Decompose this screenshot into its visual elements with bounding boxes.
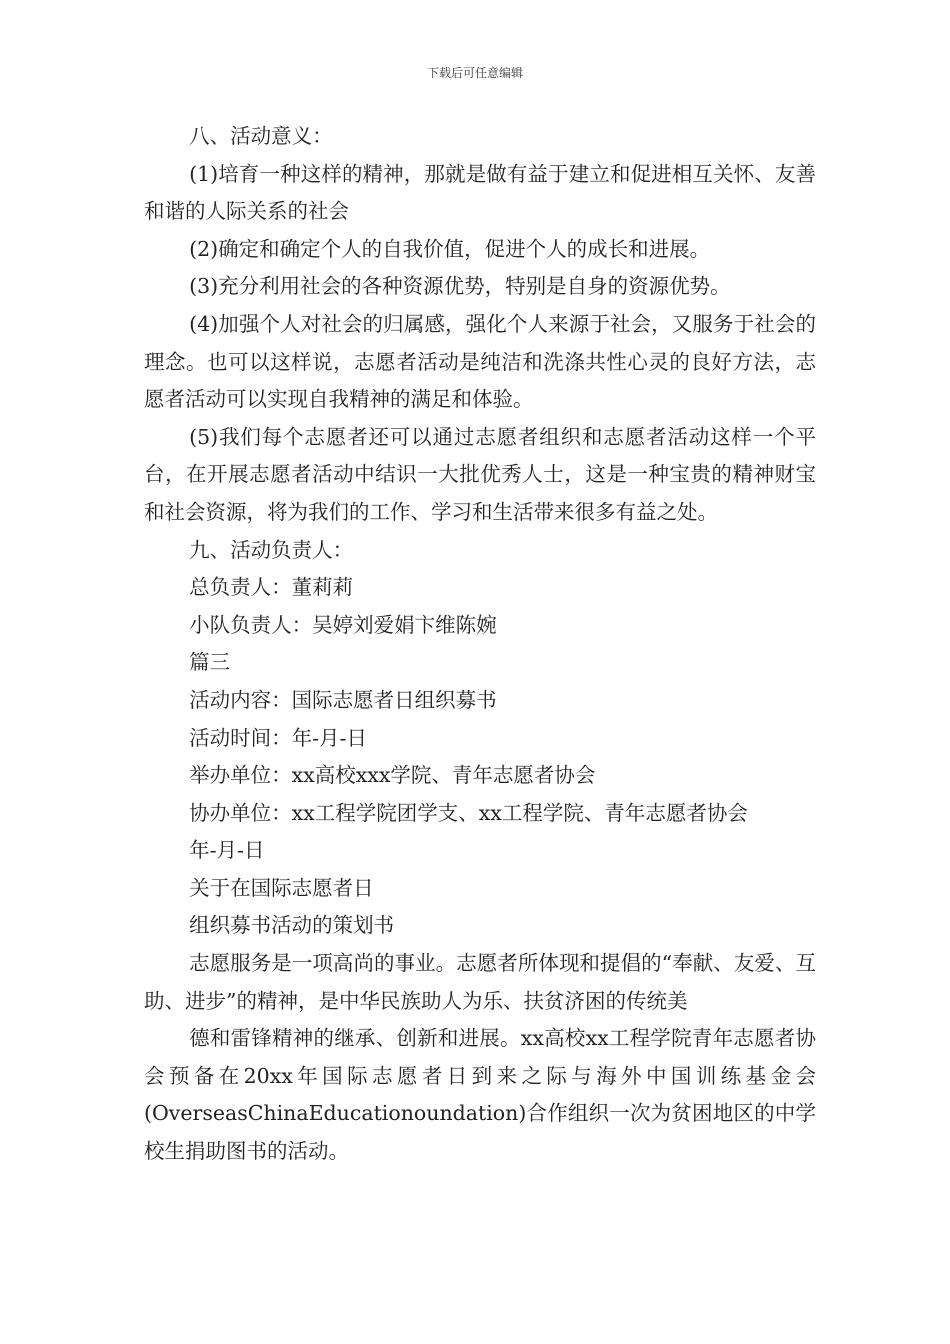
paragraph: 活动内容：国际志愿者日组织募书 bbox=[189, 687, 497, 712]
paragraph: (5)我们每个志愿者还可以通过志愿者组织和志愿者活动这样一个平台，在开展志愿者活动中结识一大批优秀人士，这是一种宝贵的精神财宝和社会资源，将为我们的工作、学习和生活带来很多有益之处。 bbox=[144, 424, 816, 524]
paragraph: (2)确定和确定个人的自我价值，促进个人的成长和进展。 bbox=[189, 236, 711, 261]
document-body bbox=[144, 118, 816, 1171]
page-header-note: 下载后可任意编辑 bbox=[426, 66, 523, 80]
paragraph: (4)加强个人对社会的归属感，强化个人来源于社会，又服务于社会的理念。也可以这样说，志愿者活动是纯洁和洗涤共性心灵的良好方法，志愿者活动可以实现自我精神的满足和体验。 bbox=[144, 311, 816, 412]
paragraph: 举办单位：xx高校xxx学院、青年志愿者协会 bbox=[189, 763, 596, 788]
section-heading: 九、活动负责人： bbox=[189, 537, 354, 562]
paragraph: 协办单位：xx工程学院团学支、xx工程学院、青年志愿者协会 bbox=[189, 800, 748, 825]
paragraph: 小队负责人：吴婷刘爱娟卞维陈婉 bbox=[189, 612, 497, 637]
section-heading: 八、活动意义： bbox=[189, 124, 333, 148]
paragraph: 德和雷锋精神的继承、创新和进展。xx高校xx工程学院青年志愿者协会预备在20xx年国际志愿者日到来之际与海外中国训练基金会(OverseasChinaEducationoundation)合作组织一次为贫困地区的中学校生捐助图书的活动。 bbox=[144, 1026, 816, 1164]
paragraph: (3)充分利用社会的各种资源优势，特别是自身的资源优势。 bbox=[189, 274, 731, 299]
document-title-line: 关于在国际志愿者日 bbox=[189, 875, 374, 900]
paragraph: 志愿服务是一项高尚的事业。志愿者所体现和提倡的“奉献、友爱、互助、进步”的精神，是中华民族助人为乐、扶贫济困的传统美 bbox=[144, 951, 816, 1013]
document-title-line: 组织募书活动的策划书 bbox=[189, 913, 395, 938]
paragraph: (1)培育一种这样的精神，那就是做有益于建立和促进相互关怀、友善和谐的人际关系的社会 bbox=[144, 161, 816, 224]
section-heading: 篇三 bbox=[189, 650, 231, 675]
paragraph: 活动时间：年-月-日 bbox=[189, 725, 367, 750]
paragraph: 年-月-日 bbox=[189, 838, 265, 863]
paragraph: 总负责人：董莉莉 bbox=[189, 575, 354, 600]
